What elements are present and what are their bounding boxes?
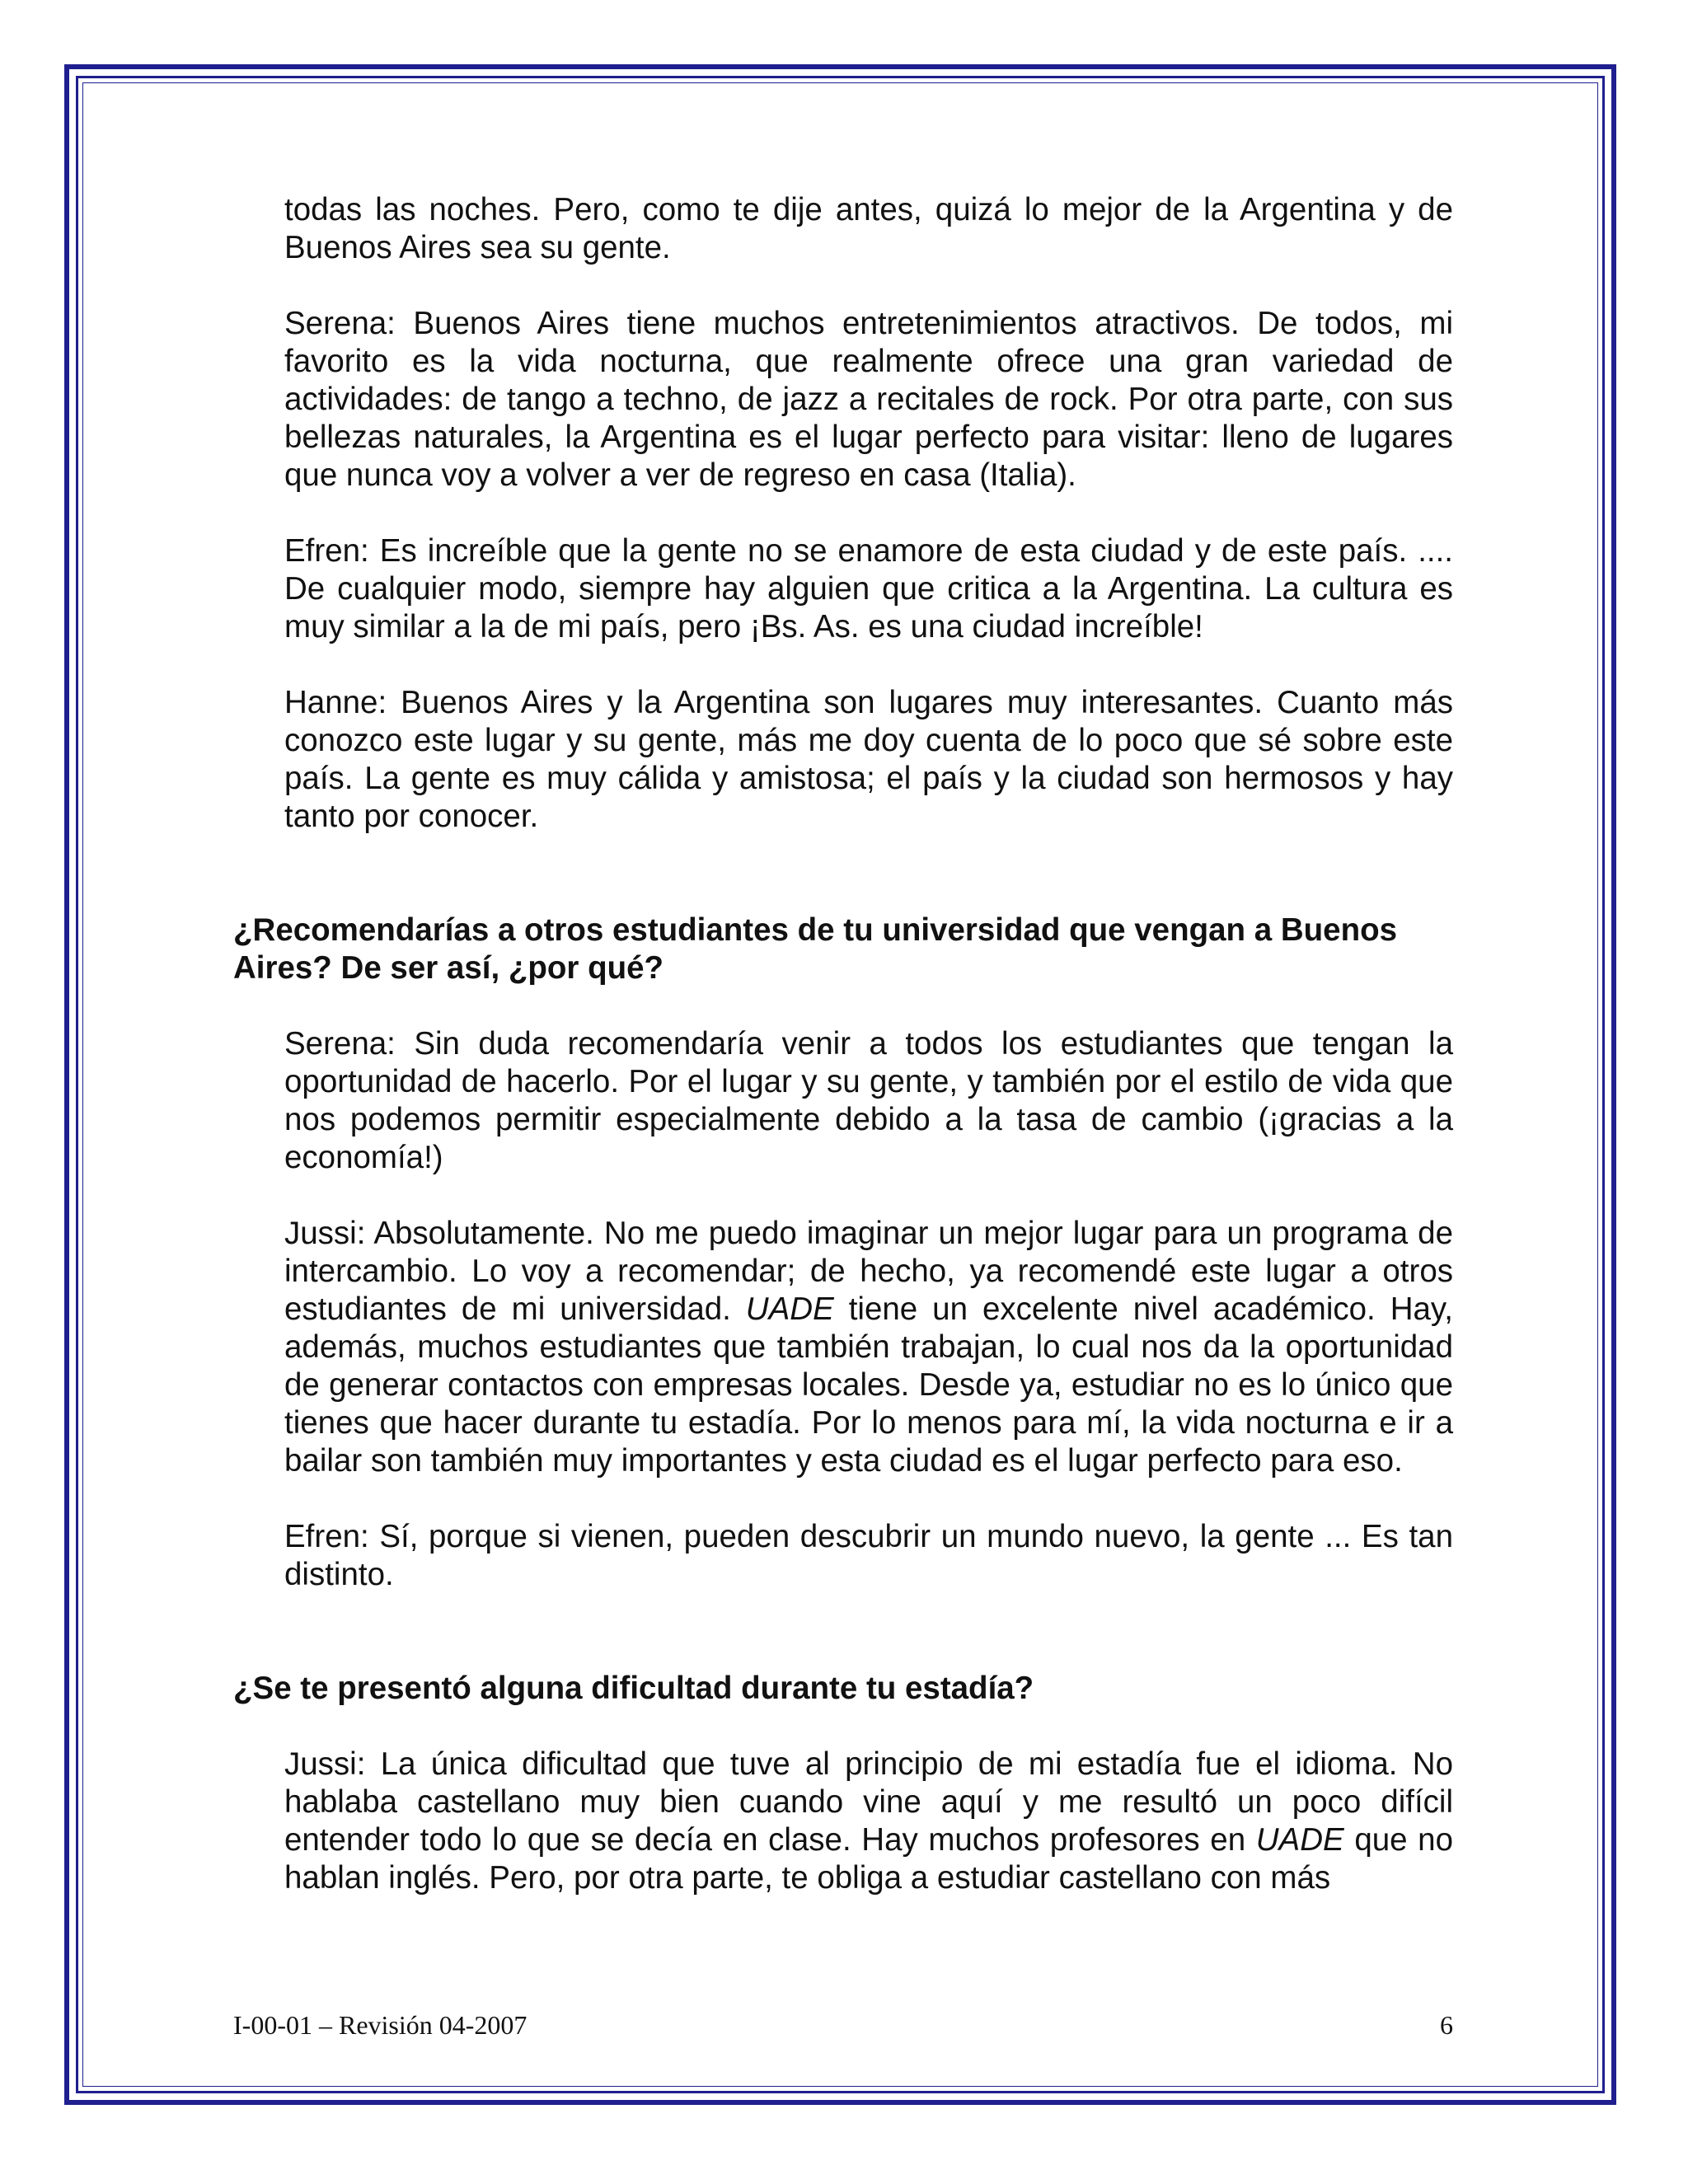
paragraph-serena-entertainment: Serena: Buenos Aires tiene muchos entretenimientos atractivos. De todos, mi favorito es la vida nocturna, que realmente ofrece una gran variedad de actividades: de tango a techno, de jazz a recitales de rock. Por otra parte, con sus bellezas naturales, la Argentina es el lugar perfecto para visitar: lleno de lugares que nunca voy a volver a ver de regreso en casa (Italia). [284, 306, 1453, 493]
question-difficulty: ¿Se te presentó alguna dificultad durante tu estadía? [233, 1671, 1034, 1706]
question-recommend: ¿Recomendarías a otros estudiantes de tu universidad que vengan a Buenos Aires? De ser así, ¿por qué? [233, 912, 1398, 986]
jussi-difficulty-text-2: que no hablan inglés. Pero, por otra parte, te obliga a estudiar castellano con más [284, 1822, 1454, 1896]
jussi-recommend-text-1: Jussi: Absolutamente. No me puedo imaginar un mejor lugar para un programa de intercambio. Lo voy a recomendar; de hecho, ya recomendé este lugar a otros estudiantes de mi universidad. [284, 1216, 1453, 1327]
jussi-recommend-text-2: tiene un excelente nivel académico. Hay, además, muchos estudiantes que también trabajan, lo cual nos da la oportunidad de generar contactos con empresas locales. Desde ya, estudiar no es lo único que tienes que hacer durante tu estadía. Por lo menos para mí, la vida nocturna e ir a bailar son también muy importantes y esta ciudad es el lugar perfecto para eso. [284, 1291, 1453, 1479]
jussi-difficulty-text-1: Jussi: La única dificultad que tuve al principio de mi estadía fue el idioma. No hablaba castellano muy bien cuando vine aquí y me resultó un poco difícil entender todo lo que se decía en clase. Hay muchos profesores en [284, 1746, 1453, 1858]
document-code: I-00-01 – Revisión 04-2007 [233, 2010, 528, 2040]
paragraph-hanne-places: Hanne: Buenos Aires y la Argentina son lugares muy interesantes. Cuanto más conozco este lugar y su gente, más me doy cuenta de lo poco que sé sobre este país. La gente es muy cálida y amistosa; el país y la ciudad son hermosos y hay tanto por conocer. [284, 685, 1453, 834]
page-number: 6 [1440, 2010, 1453, 2040]
paragraph-continuation: todas las noches. Pero, como te dije antes, quizá lo mejor de la Argentina y de Buenos Aires sea su gente. [284, 192, 1453, 265]
paragraph-jussi-difficulty [284, 1746, 1453, 1897]
paragraph-efren-city: Efren: Es increíble que la gente no se enamore de esta ciudad y de este país. .... De cualquier modo, siempre hay alguien que critica a la Argentina. La cultura es muy similar a la de mi país, pero ¡Bs. As. es una ciudad increíble! [284, 533, 1453, 644]
paragraph-efren-recommend: Efren: Sí, porque si vienen, pueden descubrir un mundo nuevo, la gente ... Es tan distinto. [284, 1519, 1453, 1592]
paragraph-serena-recommend: Serena: Sin duda recomendaría venir a todos los estudiantes que tengan la oportunidad de hacerlo. Por el lugar y su gente, y también por el estilo de vida que nos podemos permitir especialmente debido a la tasa de cambio (¡gracias a la economía!) [284, 1026, 1453, 1175]
page-footer [233, 2010, 1453, 2041]
uade-mention: UADE [745, 1291, 834, 1327]
uade-mention: UADE [1255, 1822, 1344, 1858]
paragraph-jussi-recommend [284, 1215, 1453, 1480]
document-body [233, 191, 1453, 1935]
